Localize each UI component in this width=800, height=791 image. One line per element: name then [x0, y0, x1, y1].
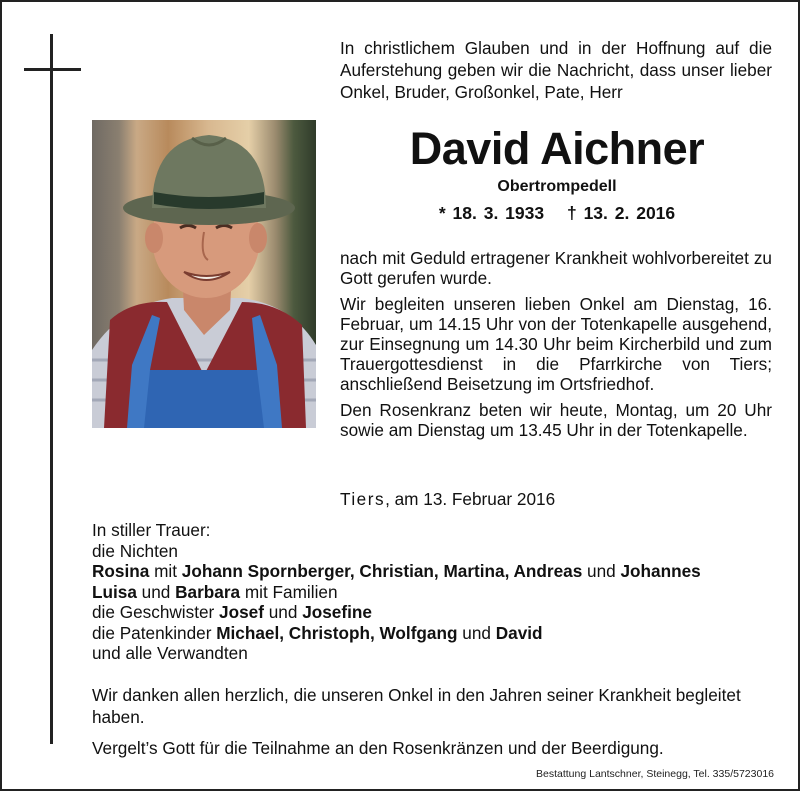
mourners-line [92, 582, 782, 603]
mourners-line [92, 602, 782, 623]
mourners-heading: In stiller Trauer: [92, 520, 211, 540]
mourner-connector: mit Familien [240, 581, 338, 602]
mourner-name: Josefine [302, 602, 372, 622]
mourners-line [92, 623, 782, 644]
mourner-name: David [495, 622, 543, 643]
portrait-illustration [92, 120, 316, 428]
life-dates [332, 203, 782, 224]
mourner-connector: die Patenkinder [92, 622, 217, 643]
deceased-name: David Aichner [409, 123, 705, 174]
portrait-photo [92, 120, 316, 428]
notice-body [340, 248, 772, 446]
funeral-home-footer: Bestattung Lantschner, Steinegg, Tel. 335/5723016 [536, 768, 774, 780]
mourner-connector: mit [149, 561, 182, 581]
thanks-paragraph: Wir danken allen herzlich, die unseren Onkel in den Jahren seiner Krankheit begleitet haben. [92, 685, 741, 727]
place-name: Tiers [340, 489, 386, 509]
deceased-place: Obertrompedell [497, 178, 617, 195]
mourner-name: Johann Spornberger, Christian, Martina, Andreas [181, 561, 583, 581]
mourner-name: Rosina [92, 561, 150, 581]
mourners-line [92, 561, 782, 582]
nieces-label: die Nichten [92, 540, 178, 561]
mourner-name: Michael, Christoph, Wolfgang [216, 622, 458, 643]
closing-text [92, 685, 782, 770]
intro-paragraph: In christlichem Glauben und in der Hoffnung auf die Auferstehung geben wir die Nachricht, dass unser lieber Onkel, Bruder, Großonkel, Pate, Herr [340, 38, 772, 102]
birth-date: * 18. 3. 1933 [438, 203, 545, 223]
cross-icon [50, 34, 53, 744]
mourner-connector: und [457, 622, 496, 643]
body-paragraph: Den Rosenkranz beten wir heute, Montag, um 20 Uhr sowie am Dienstag um 13.45 Uhr in der Totenkapelle. [340, 400, 772, 440]
mourner-name: Barbara [175, 581, 241, 602]
body-paragraph: nach mit Geduld ertragener Krankheit wohlvorbereitet zu Gott gerufen wurde. [340, 248, 772, 288]
cross-icon-bar [24, 68, 81, 71]
mourner-name: Josef [219, 602, 264, 622]
vergelts-gott-paragraph: Vergelt’s Gott für die Teilnahme an den Rosenkränzen und der Beerdigung. [92, 738, 664, 758]
notice-date: , am 13. Februar 2016 [385, 489, 556, 509]
body-paragraph: Wir begleiten unseren lieben Onkel am Dienstag, 16. Februar, um 14.15 Uhr von der Totenkapelle ausgehend, zur Einsegnung um 14.30 Uhr beim Kircherbild und zum Trauergottesdienst in die Pfarrkirche von Tiers; anschließend Beisetzung im Ortsfriedhof. [340, 294, 772, 394]
mourner-connector: und [582, 561, 621, 581]
intro-text [340, 37, 772, 103]
place-date [340, 489, 555, 510]
relatives-line: und alle Verwandten [92, 643, 248, 663]
mourner-name: Johannes [620, 561, 701, 581]
mourners-list [92, 520, 782, 664]
mourner-connector: und [136, 581, 176, 602]
mourner-name: Luisa [92, 581, 137, 602]
death-date: † 13. 2. 2016 [566, 203, 676, 223]
mourner-connector: und [263, 602, 303, 622]
mourner-connector: die Geschwister [92, 602, 220, 622]
